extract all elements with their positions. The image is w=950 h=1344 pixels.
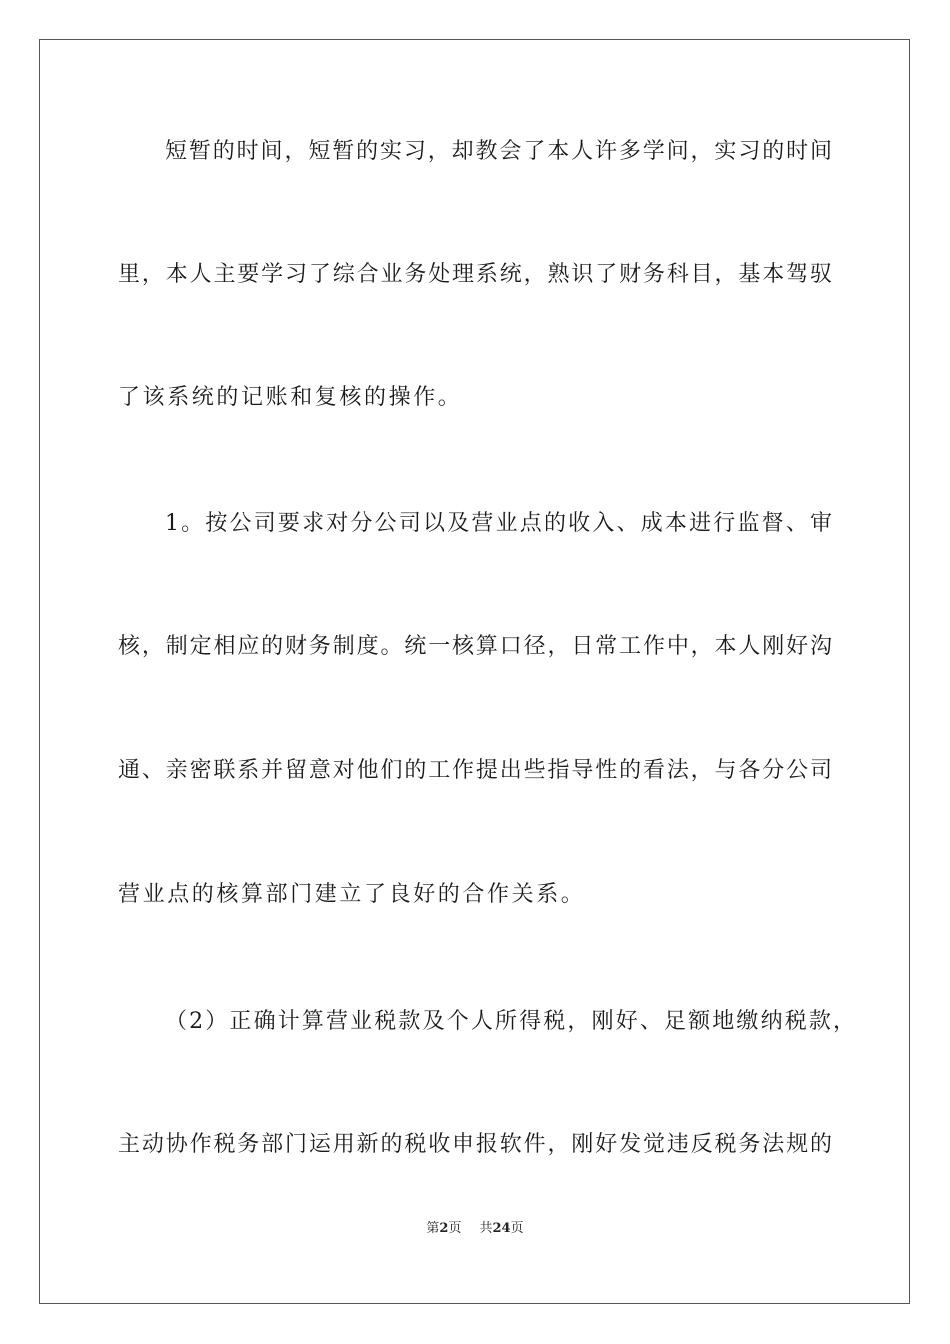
total-suffix: 页 [510, 1221, 524, 1236]
paragraph-line: 1。按公司要求对分公司以及营业点的收入、成本进行监督、审 [165, 511, 832, 536]
page-footer [0, 1220, 950, 1238]
paragraph-line: 了该系统的记账和复核的操作。 [118, 385, 463, 410]
page-border [39, 39, 910, 1304]
paragraph-line: 里，本人主要学习了综合业务处理系统，熟识了财务科目，基本驾驭 [118, 262, 832, 287]
paragraph-line: 营业点的核算部门建立了良好的合作关系。 [118, 882, 586, 907]
paragraph-line: 主动协作税务部门运用新的税收申报软件，刚好发觉违反税务法规的 [118, 1132, 832, 1157]
page-suffix: 页 [448, 1221, 462, 1236]
paragraph-line: 短暂的时间，短暂的实习，却教会了本人许多学问，实习的时间 [165, 139, 832, 164]
page-prefix: 第 [426, 1221, 440, 1236]
total-pages: 24 [492, 1221, 511, 1236]
total-prefix: 共 [479, 1221, 493, 1236]
paragraph-line: 通、亲密联系并留意对他们的工作提出些指导性的看法，与各分公司 [118, 758, 832, 783]
paragraph-line: 核，制定相应的财务制度。统一核算口径，日常工作中，本人刚好沟 [118, 634, 832, 659]
paragraph-line: （2）正确计算营业税款及个人所得税，刚好、足额地缴纳税款， [165, 1009, 855, 1034]
page-number: 2 [439, 1221, 449, 1236]
